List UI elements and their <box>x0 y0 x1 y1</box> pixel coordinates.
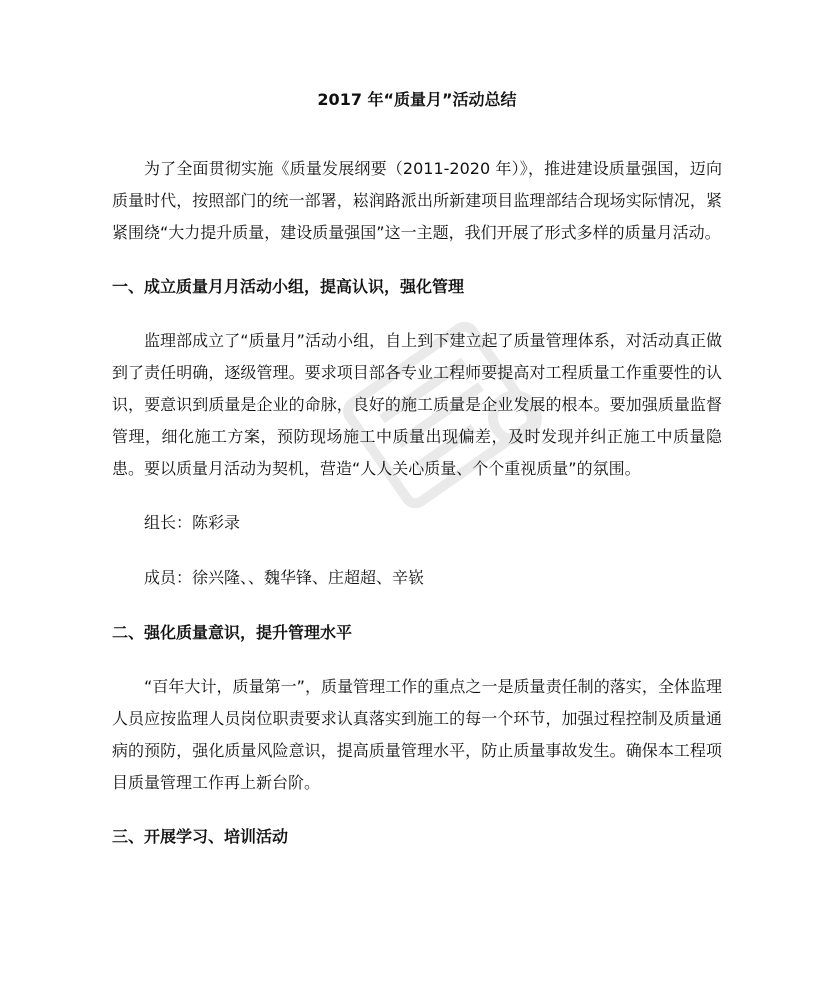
section-1-paragraph: 监理部成立了“质量月”活动小组，自上到下建立起了质量管理体系，对活动真正做到了责任明确，逐级管理。要求项目部各专业工程师要提高对工程质量工作重要性的认识，要意识到质量是企业的命脉，良好的施工质量是企业发展的根本。要加强质量监督管理，细化施工方案，预防现场施工中质量出现偏差，及时发现并纠正施工中质量隐患。要以质量月活动为契机，营造“人人关心质量、个个重视质量”的氛围。 <box>112 331 722 478</box>
document-title: 2017 年“质量月”活动总结 <box>317 90 517 109</box>
section-1-heading: 一、成立质量月月活动小组，提高认识，强化管理 <box>112 277 465 296</box>
document-content <box>112 90 722 875</box>
section-3-heading: 三、开展学习、培训活动 <box>112 827 289 846</box>
team-leader: 组长：陈彩录 <box>144 513 241 532</box>
section-2-heading: 二、强化质量意识，提升管理水平 <box>112 623 353 642</box>
intro-paragraph: 为了全面贯彻实施《质量发展纲要（2011-2020 年）》，推进建设质量强国，迈向质量时代，按照部门的统一部署，崧润路派出所新建项目监理部结合现场实际情况，紧紧围绕“大力提升质量，建设质量强国”这一主题，我们开展了形式多样的质量月活动。 <box>112 159 722 242</box>
section-2-paragraph: “百年大计，质量第一”，质量管理工作的重点之一是质量责任制的落实，全体监理人员应按监理人员岗位职责要求认真落实到施工的每一个环节，加强过程控制及质量通病的预防，强化质量风险意识，提高质量管理水平，防止质量事故发生。确保本工程项目质量管理工作再上新台阶。 <box>112 677 722 792</box>
team-members: 成员：徐兴隆、、魏华锋、庄超超、辛嵚 <box>144 568 425 587</box>
